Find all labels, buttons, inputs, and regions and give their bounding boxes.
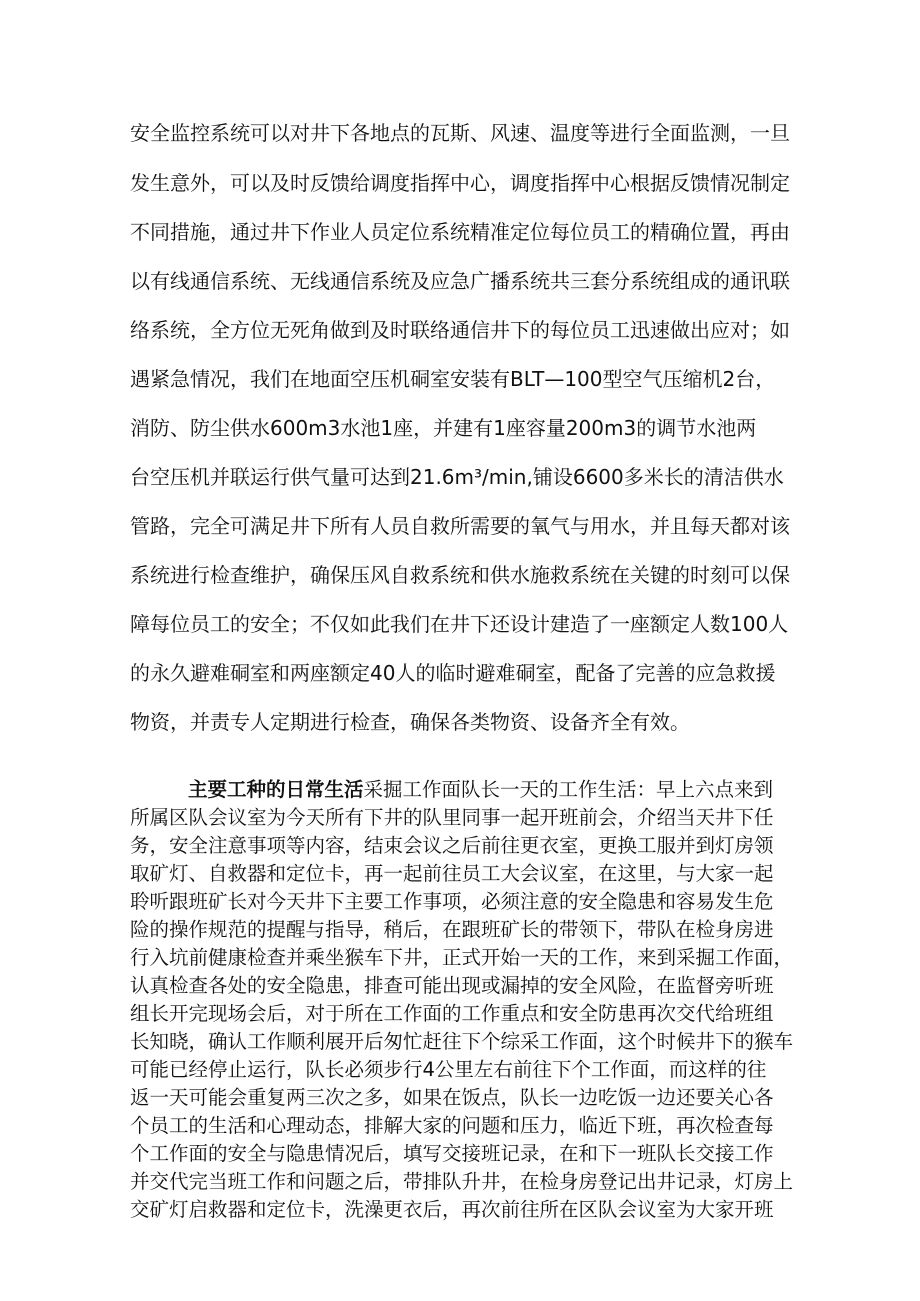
paragraph-line: 障每位员工的安全；不仅如此我们在井下还设计建造了一座额定人数100人 — [130, 612, 789, 636]
paragraph-line: 的永久避难硐室和两座额定40人的临时避难硐室，配备了完善的应急救援 — [130, 661, 776, 685]
paragraph-line: 个员工的生活和心理动态，排解大家的问题和压力，临近下班，再次检查每 — [130, 1114, 774, 1137]
paragraph-line: 以有线通信系统、无线通信系统及应急广播系统共三套分系统组成的通讯联 — [130, 269, 790, 293]
paragraph-line: 并交代完当班工作和问题之后，带排队升井，在检身房登记出井记录，灯房上 — [130, 1170, 794, 1193]
paragraph-line: 物资，并责专人定期进行检查，确保各类物资、设备齐全有效。 — [130, 710, 690, 734]
paragraph-line: 长知晓，确认工作顺利展开后匆忙赶往下个综采工作面，这个时候井下的猴车 — [130, 1030, 794, 1053]
paragraph-line: 务，安全注意事项等内容，结束会议之后前往更衣室，更换工服并到灯房领 — [130, 834, 774, 857]
paragraph-first-line — [188, 778, 773, 802]
paragraph-line: 认真检查各处的安全隐患，排查可能出现或漏掉的安全风险，在监督旁听班 — [130, 974, 774, 997]
paragraph-line: 组长开完现场会后，对于所在工作面的工作重点和安全防患再次交代给班组 — [130, 1002, 774, 1025]
paragraph-line: 台空压机并联运行供气量可达到21.6m³/min,铺设6600多米长的清洁供水 — [130, 465, 784, 489]
paragraph-line: 不同措施，通过井下作业人员定位系统精准定位每位员工的精确位置，再由 — [130, 220, 790, 244]
paragraph-line: 返一天可能会重复两三次之多，如果在饭点，队长一边吃饭一边还要关心各 — [130, 1086, 774, 1109]
paragraph-line: 安全监控系统可以对井下各地点的瓦斯、风速、温度等进行全面监测，一旦 — [130, 121, 790, 145]
paragraph-line: 可能已经停止运行，队长必须步行4公里左右前往下个工作面，而这样的往 — [130, 1058, 767, 1081]
paragraph-line: 发生意外，可以及时反馈给调度指挥中心，调度指挥中心根据反馈情况制定 — [130, 171, 790, 195]
paragraph-line: 聆听跟班矿长对今天井下主要工作事项，必须注意的安全隐患和容易发生危 — [130, 890, 774, 913]
paragraph-line-rest: 采掘工作面队长一天的工作生活：早上六点来到 — [363, 778, 774, 801]
paragraph-line: 所属区队会议室为今天所有下井的队里同事一起开班前会，介绍当天井下任 — [130, 806, 774, 829]
paragraph-line: 消防、防尘供水600m3水池1座，并建有1座容量200m3的调节水池两 — [130, 416, 757, 440]
paragraph-line: 管路，完全可满足井下所有人员自救所需要的氧气与用水，并且每天都对该 — [130, 514, 790, 538]
section-heading: 主要工种的日常生活 — [188, 778, 364, 801]
paragraph-line: 个工作面的安全与隐患情况后，填写交接班记录，在和下一班队长交接工作 — [130, 1142, 774, 1165]
paragraph-line: 交矿灯启救器和定位卡，洗澡更衣后，再次前往所在区队会议室为大家开班 — [130, 1198, 774, 1221]
paragraph-line: 取矿灯、自救器和定位卡，再一起前往员工大会议室，在这里，与大家一起 — [130, 862, 774, 885]
paragraph-line: 行入坑前健康检查并乘坐猴车下井，正式开始一天的工作，来到采掘工作面， — [130, 946, 794, 969]
paragraph-line: 系统进行检查维护，确保压风自救系统和供水施救系统在关键的时刻可以保 — [130, 563, 790, 587]
paragraph-line: 遇紧急情况，我们在地面空压机硐室安装有BLT—100型空气压缩机2台， — [130, 367, 776, 391]
paragraph-line: 络系统，全方位无死角做到及时联络通信井下的每位员工迅速做出应对；如 — [130, 318, 790, 342]
paragraph-line: 险的操作规范的提醒与指导，稍后，在跟班矿长的带领下，带队在检身房进 — [130, 918, 774, 941]
